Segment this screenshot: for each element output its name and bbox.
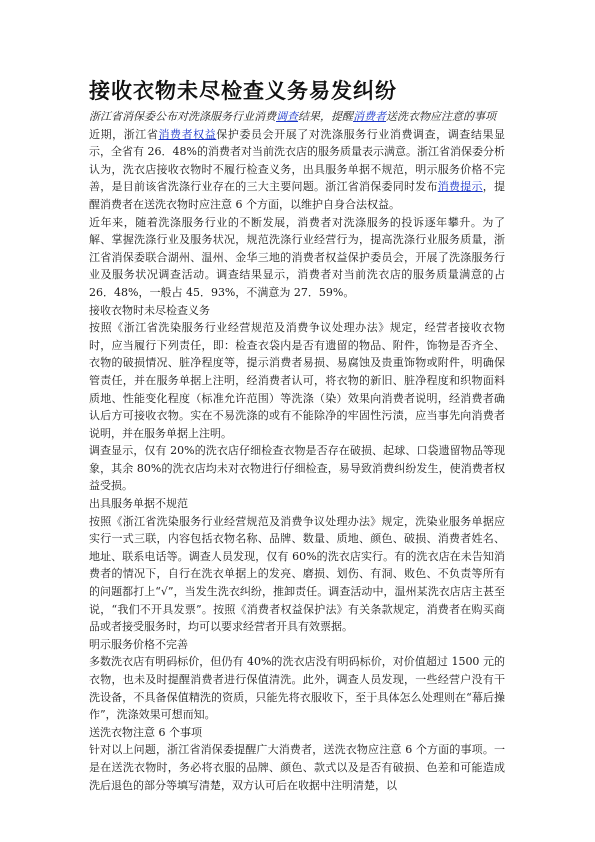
receipts-paragraph: 按照《浙江省洗染服务行业经营规范及消费争议处理办法》规定，洗染业服务单据应实行一式三联，内容包括衣物名称、品牌、数量、质地、颜色、破损、消费者姓名、地址、联系电话等。调查人员发现，仅有 60%的洗衣店实行。有的洗衣店在未告知消费者的情况下，自行在洗衣单据上的发亮、磨损、划伤、有洞、败色、不负责等所有的问题都打上“√”，当发生洗衣纠纷，推卸责任。调查活动中，温州某洗衣店店主甚至说，“我们不开具发票”。按照《消费者权益保护法》有关条款规定，消费者在购买商品或者接受服务时，均可以要求经营者开具有效票据。 <box>89 514 505 634</box>
pricing-paragraph: 多数洗衣店有明码标价，但仍有 40%的洗衣店没有明码标价，对价值超过 1500 元的衣物，也未及时提醒消费者进行保值清洗。此外，调查人员发现，一些经营户没有干洗设备，不具备保值精洗的资质，只能先将衣服收下，至于具体怎么处理则在“幕后操作”，洗涤效果可想而知。 <box>89 655 505 722</box>
lead-text-2: 结果，提醒 <box>298 110 353 123</box>
tips-paragraph: 针对以上问题，浙江省消保委提醒广大消费者，送洗衣物应注意 6 个方面的事项。一是在送洗衣物时，务必将衣服的品牌、颜色、款式以及是否有破损、色差和可能造成洗后退色的部分等填写清楚，双方认可后在收据中注明清楚，以 <box>89 743 505 792</box>
section-heading-receipts: 出具服务单据不规范 <box>89 497 188 511</box>
lead-text-1: 浙江省消保委公布对洗涤服务行业消费 <box>89 110 276 123</box>
survey-paragraph: 近年来，随着洗涤服务行业的不断发展，消费者对洗涤服务的投诉逐年攀升。为了解、掌握洗涤行业及服务状况，规范洗涤行业经营行为，提高洗涤行业服务质量，浙江省消保委联合湖州、温州、金华三地的消费者权益保护委员会，开展了洗涤服务行业及服务状况调查活动。调查结果显示，消费者对当前洗衣店的服务质量满意的占 26．48%，一般占 45．93%，不满意为 27．59%。 <box>89 215 505 299</box>
consumer-rights-link[interactable]: 消费者权益 <box>158 127 217 141</box>
consumer-tips-link[interactable]: 消费提示 <box>437 180 483 194</box>
article <box>89 78 505 794</box>
intro-text-2: 保护委员会开展了对洗涤服务行业消费调查，调查结果显示，全省有 26．48%的消费者对当前洗衣店的服务质量表示满意。浙江省消保委分析认为，洗衣店接收衣物时不履行检查义务，出具服务单据不规范，明示服务价格不完善，是目前该省洗涤行业存在的三大主要问题。浙江省消保委同时发布 <box>89 127 506 194</box>
intro-paragraph <box>89 126 505 214</box>
survey-link[interactable]: 调查 <box>276 110 298 123</box>
intro-text-3: ，提醒消费者在送洗衣物时应注意 6 个方面，以维护自身合法权益。 <box>89 180 505 211</box>
section-heading-inspection: 接收衣物时未尽检查义务 <box>89 303 210 317</box>
inspection-rules-paragraph: 按照《浙江省洗染服务行业经营规范及消费争议处理办法》规定，经营者接收衣物时，应当履行下列责任，即：检查衣袋内是否有遗留的物品、附件，饰物是否齐全、衣物的破损情况、脏净程度等，提示消费者易损、易腐蚀及贵重饰物或附件，明确保管责任，并在服务单据上注明，经消费者认可，将衣物的新旧、脏净程度和织物面料质地、性能变化程度（标准允许范围）等洗涤（染）效果向消费者说明，经消费者确认后方可接收衣物。实在不易洗涤的或有不能除净的牢固性污渍，应当事先向消费者说明，并在服务单据上注明。 <box>89 321 505 440</box>
lead-text-3: 送洗衣物应注意的事项 <box>386 110 496 123</box>
page-title: 接收衣物未尽检查义务易发纠纷 <box>89 79 397 103</box>
intro-text-1: 近期，浙江省 <box>89 127 159 141</box>
section-heading-pricing: 明示服务价格不完善 <box>89 637 188 651</box>
lead-paragraph <box>89 108 505 126</box>
consumer-link[interactable]: 消费者 <box>353 110 386 123</box>
inspection-findings-paragraph: 调查显示，仅有 20%的洗衣店仔细检查衣物是否存在破损、起球、口袋遗留物品等现象，其余 80%的洗衣店均未对衣物进行仔细检查，易导致消费纠纷发生，使消费者权益受损。 <box>89 444 505 493</box>
section-heading-tips: 送洗衣物注意 6 个事项 <box>89 725 202 739</box>
